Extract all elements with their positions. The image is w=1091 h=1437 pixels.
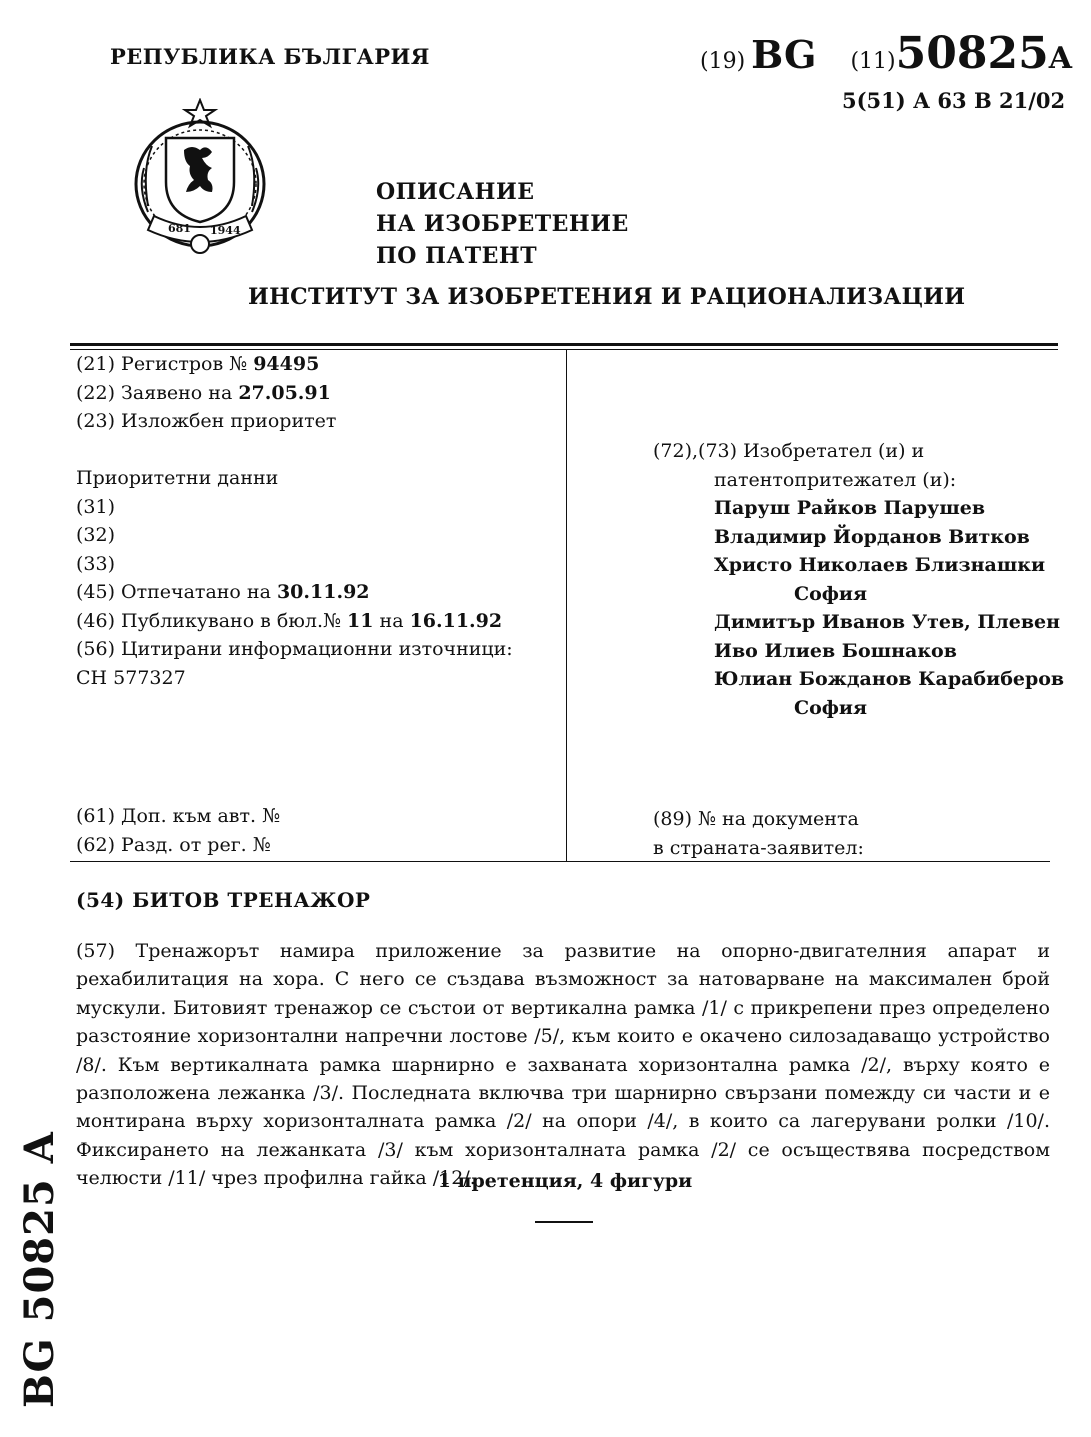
field-33: (33) bbox=[76, 552, 116, 575]
doc-number: 50825 bbox=[895, 28, 1049, 79]
field-21: (21) Регистров № 94495 bbox=[76, 353, 320, 375]
bibliographic-right-bottom bbox=[653, 805, 864, 862]
inventor-name: Димитър Иванов Утев, Плевен bbox=[714, 611, 1061, 633]
coat-of-arms-icon bbox=[130, 98, 270, 256]
end-rule bbox=[535, 1221, 593, 1223]
field-45: (45) Отпечатано на 30.11.92 bbox=[76, 581, 370, 603]
inventor-city: София bbox=[794, 696, 868, 719]
inventor-city: София bbox=[794, 582, 868, 605]
field-62: (62) Разд. от рег. № bbox=[76, 833, 271, 856]
registration-number: 94495 bbox=[253, 353, 320, 375]
field-72-73: (72),(73) Изобретател (и) и bbox=[653, 440, 925, 462]
field-31: (31) bbox=[76, 495, 116, 518]
country-name: РЕПУБЛИКА БЪЛГАРИЯ bbox=[110, 44, 430, 69]
field-89: (89) № на документа bbox=[653, 808, 859, 830]
header-rule bbox=[70, 343, 1058, 346]
bulletin-number: 11 bbox=[347, 609, 374, 632]
invention-title: (54) БИТОВ ТРЕНАЖОР bbox=[76, 888, 371, 912]
emblem-year-left: 681 bbox=[168, 222, 191, 235]
field-56: (56) Цитирани информационни източници: bbox=[76, 638, 513, 660]
filing-date: 27.05.91 bbox=[238, 381, 331, 404]
bibliographic-bottom-rule bbox=[70, 861, 1050, 862]
emblem-year-right: 1944 bbox=[210, 224, 241, 237]
field-89-cont: в страната-заявител: bbox=[653, 836, 864, 859]
field-61: (61) Доп. към авт. № bbox=[76, 805, 281, 827]
priority-title: Приоритетни данни bbox=[76, 467, 279, 489]
publication-date: 16.11.92 bbox=[409, 609, 503, 632]
inventor-name: Иво Илиев Бошнаков bbox=[714, 639, 957, 662]
doc-kind: A bbox=[1048, 41, 1072, 76]
document-title-line: ПО ПАТЕНТ bbox=[376, 243, 538, 269]
print-date: 30.11.92 bbox=[276, 581, 370, 603]
spacer bbox=[76, 436, 513, 465]
field-22: (22) Заявено на 27.05.91 bbox=[76, 381, 331, 404]
bibliographic-right-column bbox=[653, 437, 1064, 722]
institute-name: ИНСТИТУТ ЗА ИЗОБРЕТЕНИЯ И РАЦИОНАЛИЗАЦИИ bbox=[248, 284, 966, 310]
side-document-label: BG 50825 A bbox=[16, 1131, 63, 1408]
field-46: (46) Публикувано в бюл.№ 11 на 16.11.92 bbox=[76, 609, 503, 632]
inventor-name: Христо Николаев Близнашки bbox=[714, 554, 1046, 576]
publication-number bbox=[700, 28, 1072, 79]
bibliographic-left-bottom bbox=[76, 802, 280, 859]
code-19: (19) bbox=[700, 49, 746, 74]
document-title-line: НА ИЗОБРЕТЕНИЕ bbox=[376, 211, 629, 237]
claims-summary: 1 претенция, 4 фигури bbox=[437, 1170, 693, 1192]
bibliographic-left-column bbox=[76, 350, 513, 692]
inventor-name: Владимир Йорданов Витков bbox=[714, 525, 1030, 548]
field-72-73-cont: патентопритежател (и): bbox=[714, 468, 957, 491]
inventor-name: Юлиан Божданов Карабиберов bbox=[714, 668, 1065, 690]
ipc-classification: 5(51) А 63 В 21/02 bbox=[842, 88, 1066, 113]
country-code: BG bbox=[751, 32, 817, 77]
inventor-name: Паруш Райков Парушев bbox=[714, 497, 986, 519]
abstract-text: (57) Тренажорът намира приложение за развитие на опорно-двигателния апарат и рехабилитация на хора. С него се създава възможност за натоварване на максимален брой мускули. Битовият тренажор се състои от вертикална рамка /1/ с прикрепени през определено разстояние хоризонтални напречни лостове /5/, към които е окачено силозадаващо устройство /8/. Към вертикалната рамка шарнирно е захваната хоризонтална рамка /2/, върху която е разположена лежанка /3/. Последната включва три шарнирно свързани помежду си части и е монтирана върху хоризонталната рамка /2/ на опори /4/, в които са лагерувани ролки /10/. Фиксирането на лежанката /3/ към хоризонталната рамка /2/ се осъществява посредством челюсти /11/ чрез профилна гайка /12/. bbox=[76, 940, 1050, 1190]
column-divider bbox=[566, 350, 567, 862]
document-title-line: ОПИСАНИЕ bbox=[376, 179, 535, 205]
field-32: (32) bbox=[76, 524, 116, 546]
code-11: (11) bbox=[850, 49, 896, 74]
field-23: (23) Изложбен приоритет bbox=[76, 410, 337, 432]
cited-reference: CH 577327 bbox=[76, 666, 186, 689]
document-title bbox=[376, 176, 629, 272]
